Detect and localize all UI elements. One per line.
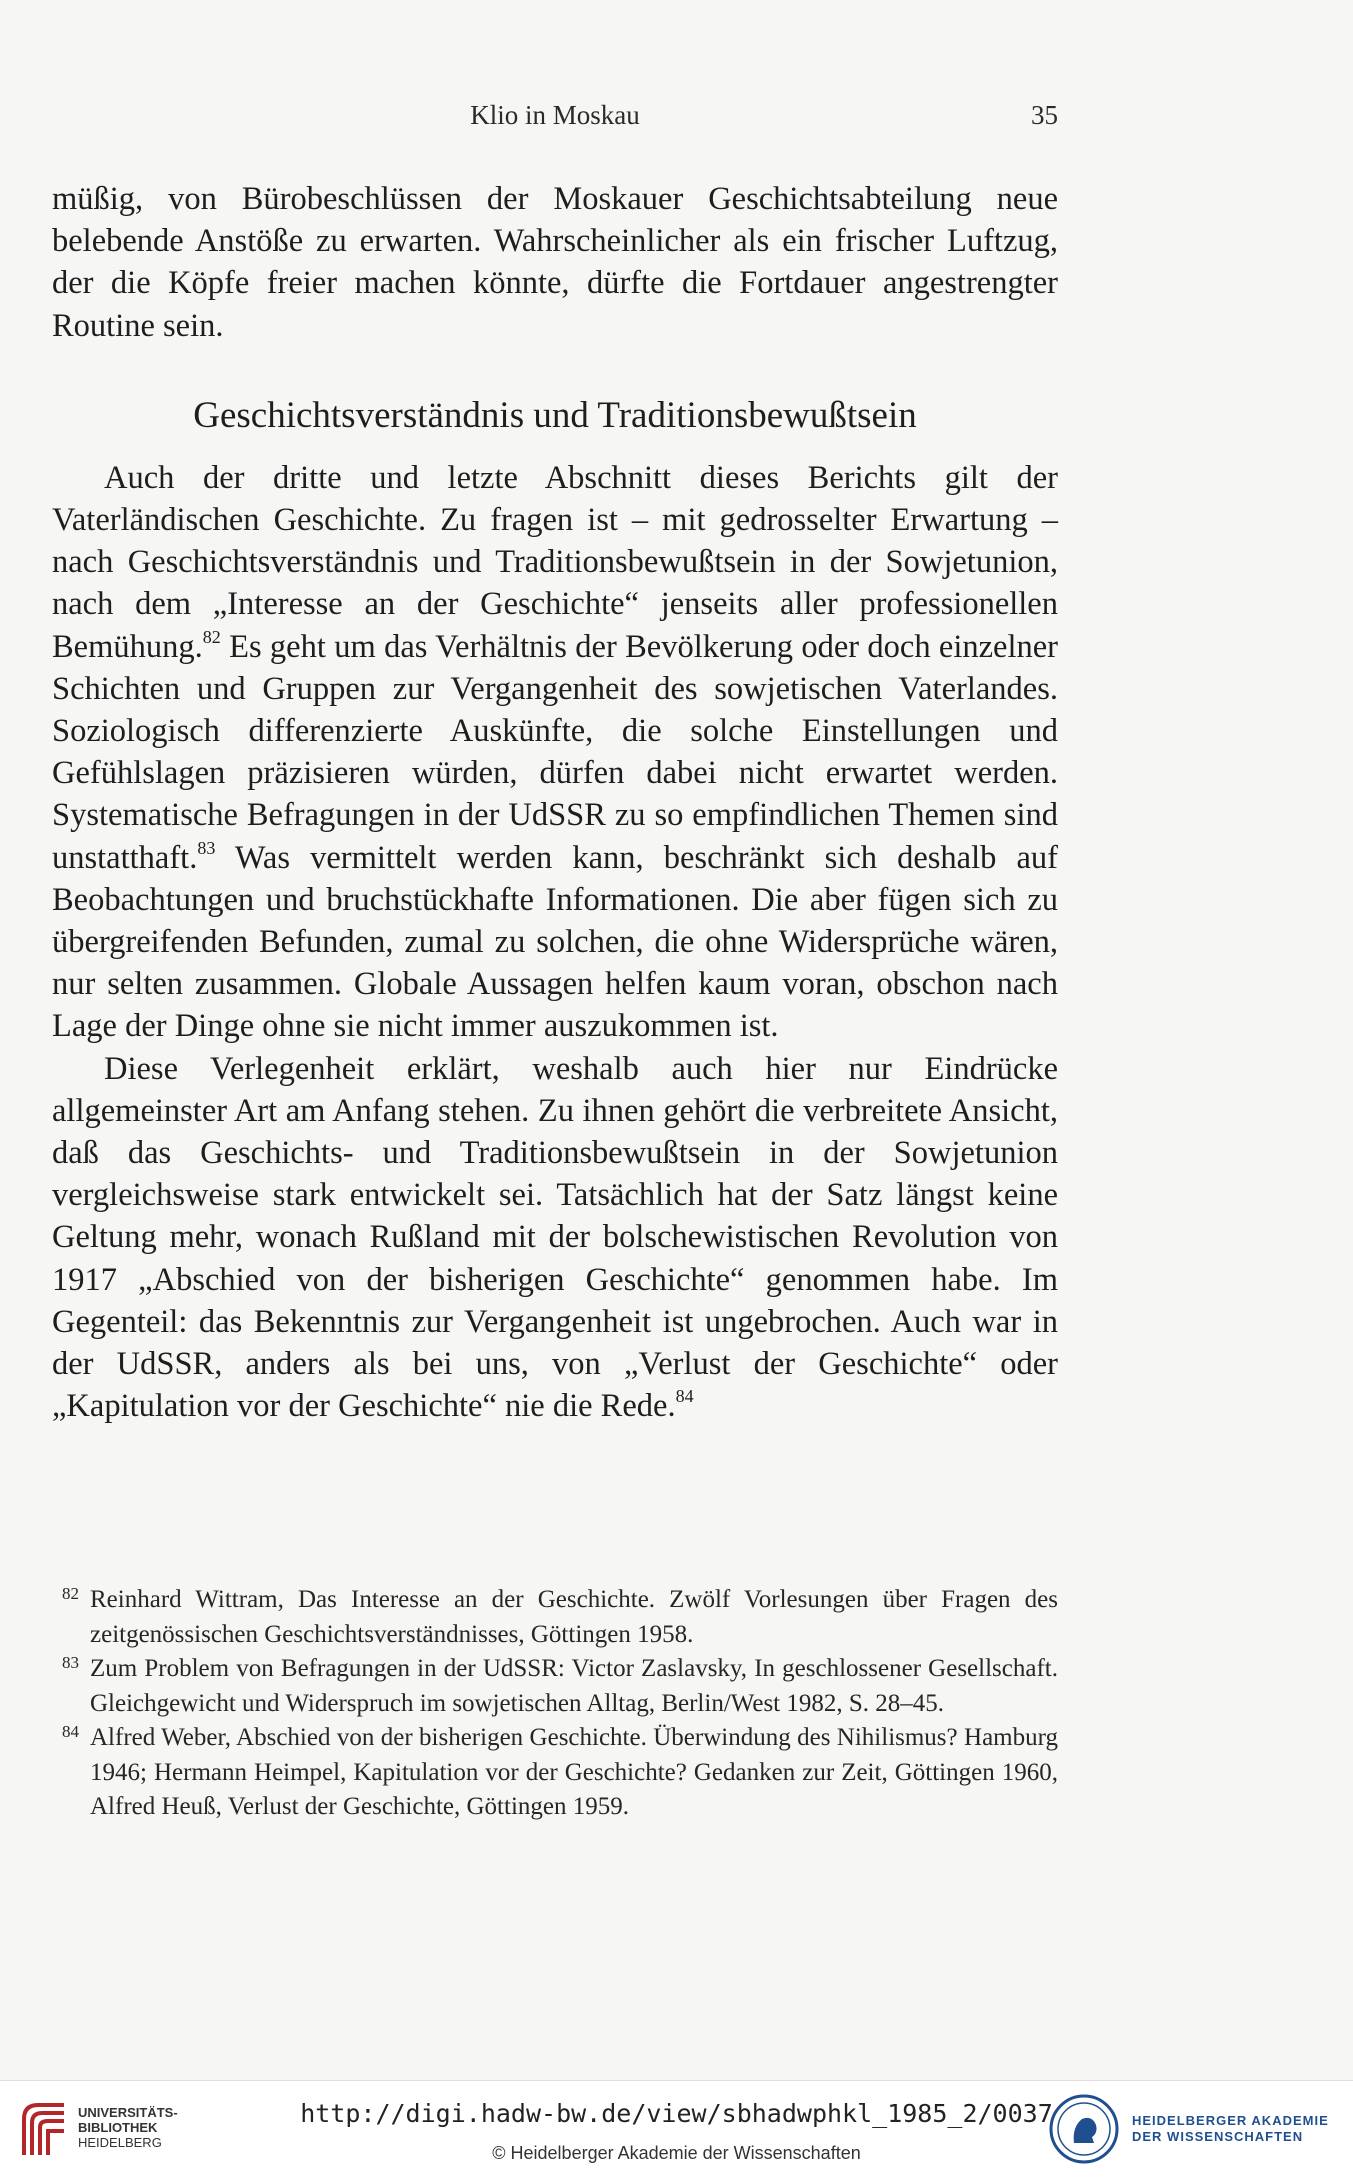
library-line: UNIVERSITÄTS- — [78, 2105, 178, 2120]
running-header — [52, 100, 1058, 140]
paragraph-3-text: Diese Verlegenheit erklärt, weshalb auch hier nur Eindrücke allgemeinster Art am Anfang stehen. Zu ihnen gehört die verbreitete Ansicht, daß das Geschichts- und Traditionsbewußtsein in der Sowjetunion vergleichsweise stark entwickelt sei. Tatsächlich hat der Satz längst keine Geltung mehr, wonach Rußland mit der bolschewistischen Revolution von 1917 „Abschied von der bisherigen Geschichte“ genommen habe. Im Gegenteil: das Bekenntnis zur Vergangenheit ist ungebrochen. Auch war in der UdSSR, anders als bei uns, von „Verlust der Geschichte“ oder „Kapitulation vor der Geschichte“ nie die Rede. — [52, 1050, 1058, 1425]
library-line: BIBLIOTHEK — [78, 2120, 158, 2135]
footnote-84 — [52, 1721, 1058, 1825]
copyright-notice: © Heidelberger Akademie der Wissenschaften — [492, 2143, 861, 2163]
footnote-number: 84 — [62, 1722, 79, 1741]
paragraph-1-line: angestrengter Routine sein. — [52, 265, 1058, 344]
page-number: 35 — [1031, 100, 1058, 130]
paragraph-1-line: belebende Anstöße zu erwarten. Wahrscheinlicher als ein frischer — [52, 223, 947, 260]
footnotes — [52, 1583, 1058, 1825]
academy-line: DER WISSENSCHAFTEN — [1132, 2129, 1304, 2144]
academy-seal-icon[interactable] — [1048, 2093, 1120, 2165]
paragraph-2-text-a: Auch der dritte und letzte Abschnitt dieses Berichts gilt der Vaterländischen Geschichte. Zu fragen ist – mit gedrosselter Erwartung – nach Geschichtsverständnis und Traditionsbewußtsein in der Sowjetunion, nach dem „Interesse an der Geschichte“ jenseits aller professionellen Bemühung. — [52, 459, 1058, 665]
footnote-number: 82 — [62, 1584, 79, 1603]
paragraph-2-text-b: Es geht um das Verhältnis der Bevölkerung oder doch einzelner Schichten und Gruppen zur Vergangenheit des sowjetischen Vaterlandes. Soziologisch differenzierte Auskünfte, die solche Einstellungen und Gefühlslagen präzisieren würden, dürfen dabei nicht erwartet werden. Systematische Befragungen in der UdSSR zu so empfindlichen Themen sind unstatthaft. — [52, 628, 1058, 876]
footnote-text: Reinhard Wittram, Das Interesse an der Geschichte. Zwölf Vorlesungen über Fragen des zeitgenössischen Geschichtsverständnisses, Göttingen 1958. — [90, 1586, 1058, 1648]
footnote-83 — [52, 1652, 1058, 1721]
footer-bar — [0, 2080, 1353, 2178]
footnote-ref-82[interactable]: 82 — [202, 626, 221, 647]
paragraph-2 — [52, 457, 1058, 1048]
running-title: Klio in Moskau — [470, 100, 640, 130]
footnote-82 — [52, 1583, 1058, 1652]
footnote-ref-83[interactable]: 83 — [197, 837, 216, 858]
footnote-number: 83 — [62, 1653, 79, 1672]
footnote-ref-84[interactable]: 84 — [675, 1386, 694, 1407]
academy-line: HEIDELBERGER AKADEMIE — [1132, 2113, 1329, 2128]
academy-name — [1132, 2113, 1329, 2145]
footnote-text: Alfred Weber, Abschied von der bisherigen Geschichte. Überwindung des Nihilismus? Hamburg 1946; Hermann Heimpel, Kapitulation vor der Geschichte? Gedanken zur Zeit, Göttingen 1960, Alfred Heuß, Verlust der Geschichte, Göttingen 1959. — [90, 1724, 1058, 1820]
document-url-link[interactable]: http://digi.hadw-bw.de/view/sbhadwphkl_1985_2/0037 — [300, 2099, 1053, 2128]
paragraph-2-text-c: Was vermittelt werden kann, beschränkt sich deshalb auf Beobachtungen und bruchstückhafte Informationen. Die aber fügen sich zu übergreifenden Befunden, zumal zu solchen, die ohne Widersprüche wären, nur selten zusammen. Globale Aussagen helfen kaum voran, obschon nach Lage der Dinge ohne sie nicht immer auszukommen ist. — [52, 839, 1058, 1045]
paragraph-1-line: Luftzug, der die Köpfe freier machen könnte, dürfte die Fortdauer — [52, 223, 1058, 302]
paragraph-3 — [52, 1048, 1058, 1428]
section-heading: Geschichtsverständnis und Traditionsbewußtsein — [193, 394, 917, 436]
paragraph-1 — [52, 178, 1058, 347]
body-text — [52, 178, 1058, 1427]
library-line: HEIDELBERG — [78, 2135, 162, 2150]
footnote-text: Zum Problem von Befragungen in der UdSSR: Victor Zaslavsky, In geschlossener Gesellschaft. Gleichgewicht und Widerspruch im sowjetischen Alltag, Berlin/West 1982, S. 28–45. — [90, 1655, 1058, 1717]
paragraph-1-line: müßig, von Bürobeschlüssen der Moskauer Geschichtsabteilung neue — [52, 181, 1058, 217]
